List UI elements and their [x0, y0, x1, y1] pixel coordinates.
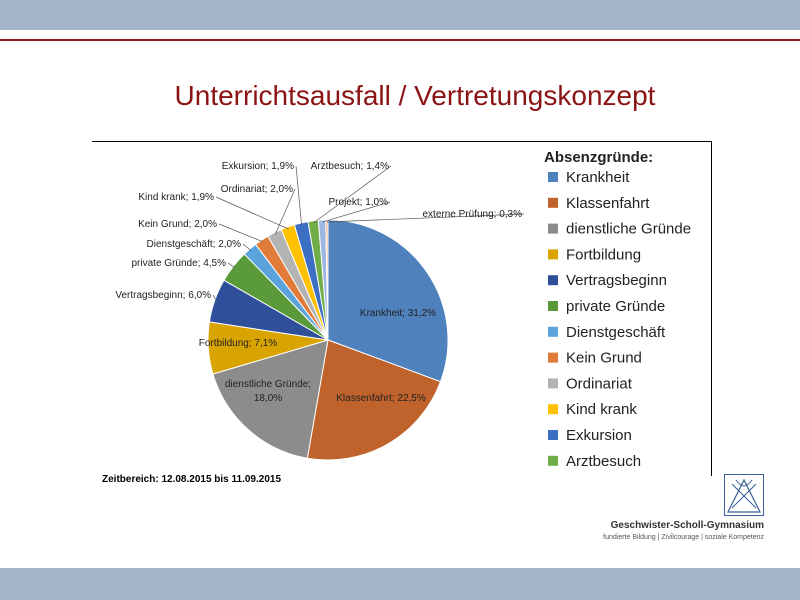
legend-entry: Kind krank [566, 401, 637, 419]
slice-label: Vertragsbeginn; 6,0% [115, 290, 211, 301]
legend-entry: Dienstgeschäft [566, 323, 666, 341]
slice-label: private Gründe; 4,5% [131, 258, 226, 269]
slice-label: Kind krank; 1,9% [138, 192, 214, 203]
legend-entry: Ordinariat [566, 375, 632, 393]
school-name: Geschwister-Scholl-Gymnasium [610, 520, 764, 531]
legend-swatch [548, 378, 558, 388]
legend-swatch [548, 224, 558, 234]
legend-swatch [548, 198, 558, 208]
legend-swatch [548, 327, 558, 337]
leader-line [243, 244, 251, 251]
legend-entry: Klassenfahrt [566, 194, 650, 212]
school-logo-icon [724, 474, 764, 516]
legend-swatch [548, 275, 558, 285]
legend [544, 149, 691, 470]
slice-label: dienstliche Gründe; 18,0% [224, 379, 312, 404]
legend-entry: Krankheit [566, 169, 630, 186]
slice-label: Arztbesuch; 1,4% [310, 161, 389, 172]
leader-line [314, 166, 392, 223]
legend-entry: Arztbesuch [566, 452, 642, 470]
slice-label: externe Prüfung; 0,3% [422, 209, 522, 220]
leader-line [216, 197, 288, 229]
slice-label: Klassenfahrt; 22,5% [336, 393, 426, 404]
slice-label: Ordinariat; 2,0% [220, 184, 293, 195]
leader-line [296, 166, 302, 225]
slice-label: Fortbildung; 7,1% [198, 338, 278, 349]
slide-title: Unterrichtsausfall / Vertretungskonzept [174, 80, 656, 111]
slice-label: Dienstgeschäft; 2,0% [146, 239, 241, 250]
slice-label: Kein Grund; 2,0% [138, 219, 217, 230]
legend-title: Absenzgründe: [544, 149, 654, 166]
legend-entry: Vertragsbeginn [566, 272, 667, 290]
legend-swatch [548, 301, 558, 311]
legend-swatch [548, 353, 558, 363]
slice-label: Exkursion; 1,9% [221, 161, 294, 172]
legend-entry: dienstliche Gründe [566, 220, 692, 238]
slice-label: Krankheit; 31,2% [359, 308, 437, 319]
legend-entry: private Gründe [566, 298, 666, 315]
legend-swatch [548, 430, 558, 440]
legend-swatch [548, 249, 558, 259]
legend-entry: Exkursion [566, 427, 632, 444]
bottom-band [0, 568, 800, 600]
legend-swatch [548, 172, 558, 182]
legend-swatch [548, 456, 558, 466]
date-range: Zeitbereich: 12.08.2015 bis 11.09.2015 [102, 474, 282, 485]
school-tagline: fundierte Bildung | Zivilcourage | soziale Kompetenz [603, 534, 764, 541]
slice-label: Projekt; 1,0% [328, 197, 388, 208]
legend-entry: Kein Grund [566, 349, 642, 367]
legend-swatch [548, 404, 558, 414]
legend-entry: Fortbildung [566, 246, 642, 264]
